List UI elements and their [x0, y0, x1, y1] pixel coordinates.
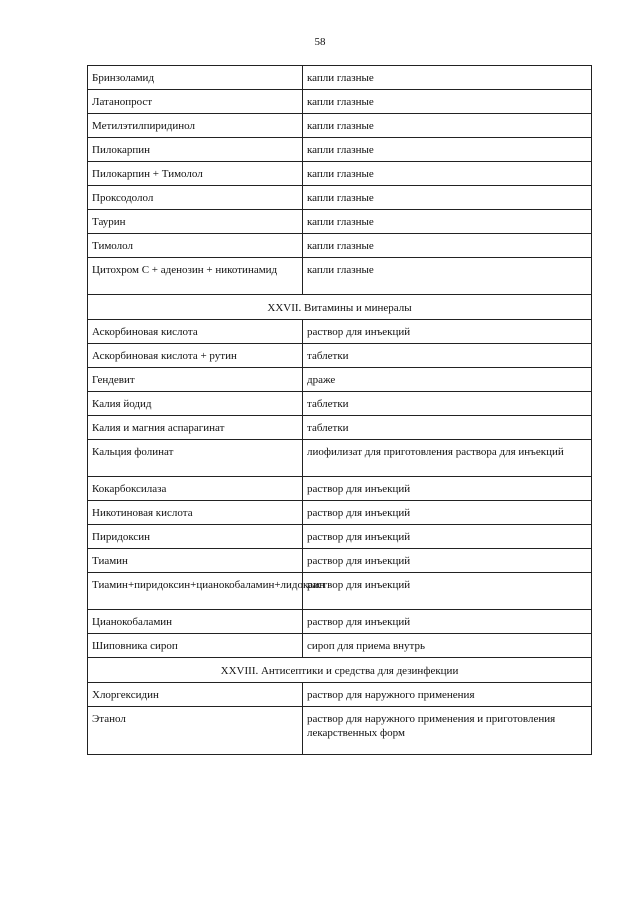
drug-name-cell: Шиповника сироп [88, 634, 303, 658]
dosage-form-cell: раствор для наружного применения [303, 683, 592, 707]
dosage-form-cell: капли глазные [303, 258, 592, 295]
dosage-form-cell: раствор для наружного применения и приготовления лекарственных форм [303, 707, 592, 755]
table-row [88, 210, 592, 234]
table-row [88, 258, 592, 295]
drug-name-cell: Аскорбиновая кислота + рутин [88, 344, 303, 368]
drug-name-cell: Таурин [88, 210, 303, 234]
dosage-form-cell: раствор для инъекций [303, 477, 592, 501]
table-row [88, 501, 592, 525]
dosage-form-cell: раствор для инъекций [303, 610, 592, 634]
drug-name-cell: Калия йодид [88, 392, 303, 416]
drug-name-cell: Тиамин [88, 549, 303, 573]
drug-name-cell: Проксодолол [88, 186, 303, 210]
table-row [88, 320, 592, 344]
dosage-form-cell: таблетки [303, 392, 592, 416]
table-row [88, 114, 592, 138]
table-row [88, 66, 592, 90]
table-row [88, 344, 592, 368]
section-title: XXVIII. Антисептики и средства для дезинфекции [88, 658, 592, 683]
dosage-form-cell: драже [303, 368, 592, 392]
drug-name-cell: Цианокобаламин [88, 610, 303, 634]
drug-name-cell: Калия и магния аспарагинат [88, 416, 303, 440]
dosage-form-cell: капли глазные [303, 138, 592, 162]
drug-name-cell: Латанопрост [88, 90, 303, 114]
dosage-form-cell: капли глазные [303, 234, 592, 258]
dosage-form-cell: сироп для приема внутрь [303, 634, 592, 658]
section-title: XXVII. Витамины и минералы [88, 295, 592, 320]
drug-name-cell: Тимолол [88, 234, 303, 258]
dosage-form-cell: капли глазные [303, 186, 592, 210]
table-row [88, 683, 592, 707]
drug-name-cell: Тиамин+пиридоксин+цианокобаламин+лидокаин [88, 573, 303, 610]
dosage-form-cell: лиофилизат для приготовления раствора для инъекций [303, 440, 592, 477]
table-row [88, 138, 592, 162]
drug-name-cell: Хлоргексидин [88, 683, 303, 707]
table-row [88, 634, 592, 658]
table-row [88, 525, 592, 549]
table-row [88, 234, 592, 258]
table-row [88, 440, 592, 477]
drug-name-cell: Бринзоламид [88, 66, 303, 90]
dosage-form-cell: раствор для инъекций [303, 573, 592, 610]
dosage-form-cell: капли глазные [303, 210, 592, 234]
table-row [88, 416, 592, 440]
table-row [88, 90, 592, 114]
drug-name-cell: Гендевит [88, 368, 303, 392]
drug-name-cell: Пилокарпин + Тимолол [88, 162, 303, 186]
dosage-form-cell: таблетки [303, 416, 592, 440]
table-row [88, 392, 592, 416]
drug-name-cell: Этанол [88, 707, 303, 755]
page-number: 58 [314, 36, 326, 48]
dosage-form-cell: раствор для инъекций [303, 525, 592, 549]
dosage-form-cell: таблетки [303, 344, 592, 368]
dosage-form-cell: раствор для инъекций [303, 501, 592, 525]
drug-name-cell: Цитохром С + аденозин + никотинамид [88, 258, 303, 295]
dosage-form-cell: капли глазные [303, 90, 592, 114]
dosage-form-cell: капли глазные [303, 66, 592, 90]
drug-name-cell: Пиридоксин [88, 525, 303, 549]
drug-name-cell: Кокарбоксилаза [88, 477, 303, 501]
drug-name-cell: Аскорбиновая кислота [88, 320, 303, 344]
dosage-form-cell: капли глазные [303, 114, 592, 138]
table-row [88, 162, 592, 186]
dosage-form-cell: раствор для инъекций [303, 320, 592, 344]
table-row [88, 707, 592, 755]
table-row [88, 610, 592, 634]
table-row [88, 368, 592, 392]
drug-table [87, 65, 592, 755]
drug-name-cell: Метилэтилпиридинол [88, 114, 303, 138]
drug-name-cell: Пилокарпин [88, 138, 303, 162]
table-row [88, 186, 592, 210]
drug-name-cell: Кальция фолинат [88, 440, 303, 477]
table-row [88, 477, 592, 501]
section-header-row [88, 295, 592, 320]
section-header-row [88, 658, 592, 683]
table-row [88, 549, 592, 573]
table-row [88, 573, 592, 610]
dosage-form-cell: капли глазные [303, 162, 592, 186]
drug-name-cell: Никотиновая кислота [88, 501, 303, 525]
dosage-form-cell: раствор для инъекций [303, 549, 592, 573]
